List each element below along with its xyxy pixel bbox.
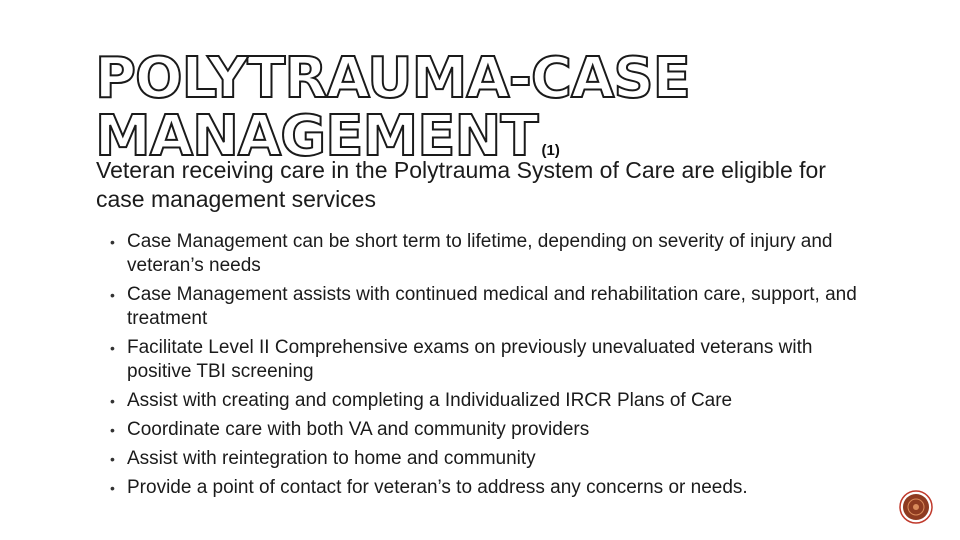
bullet-item: • Facilitate Level II Comprehensive exams on previously unevaluated veterans with positive TBI screening — [110, 336, 870, 384]
bullet-list — [110, 230, 870, 505]
title-line-1: POLYTRAUMA-CASE — [95, 46, 690, 111]
intro-text: Veteran receiving care in the Polytrauma System of Care are eligible for case management services — [96, 157, 826, 212]
bullet-item: • Coordinate care with both VA and community providers — [110, 418, 870, 442]
bullet-item: • Assist with creating and completing a Individualized IRCR Plans of Care — [110, 389, 870, 413]
slide-title — [95, 46, 690, 169]
bullet-item: • Assist with reintegration to home and community — [110, 447, 870, 471]
title-line-2-text: MANAGEMENT — [95, 104, 538, 169]
seal-icon — [899, 490, 933, 524]
title-note: (1) — [541, 142, 560, 159]
bullet-item: • Provide a point of contact for veteran’s to address any concerns or needs. — [110, 476, 870, 500]
bullet-item: • Case Management assists with continued medical and rehabilitation care, support, and treatment — [110, 283, 870, 331]
bullet-item: • Case Management can be short term to lifetime, depending on severity of injury and veteran’s needs — [110, 230, 870, 278]
